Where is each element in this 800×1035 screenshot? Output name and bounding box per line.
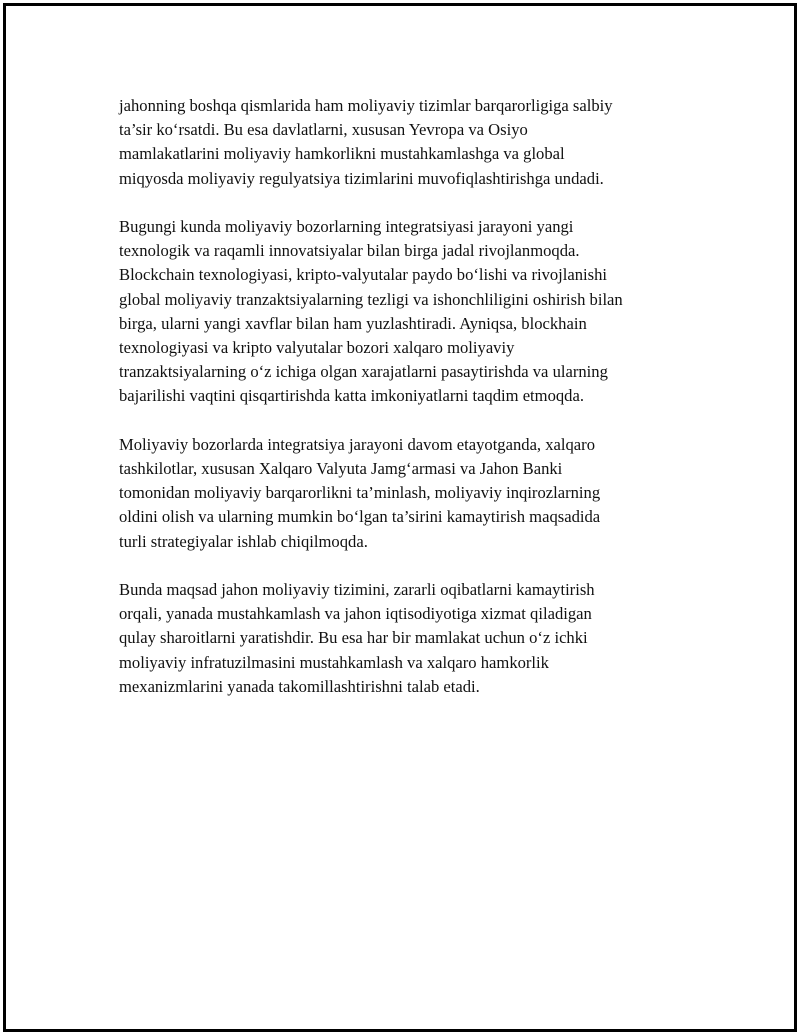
text-line: qulay sharoitlarni yaratishdir. Bu esa har bir mamlakat uchun o‘z ichki: [119, 628, 588, 648]
text-line: turli strategiyalar ishlab chiqilmoqda.: [119, 531, 368, 551]
document-body: [119, 94, 699, 723]
paragraph-4: [119, 578, 699, 699]
text-line: texnologik va raqamli innovatsiyalar bilan birga jadal rivojlanmoqda.: [119, 241, 580, 261]
text-line: mamlakatlarini moliyaviy hamkorlikni mustahkamlashga va global: [119, 144, 565, 164]
text-line: global moliyaviy tranzaktsiyalarning tezligi va ishonchliligini oshirish bilan: [119, 289, 623, 309]
text-line: birga, ularni yangi xavflar bilan ham yuzlashtiradi. Ayniqsa, blockhain: [119, 313, 587, 333]
paragraph-2: [119, 215, 699, 409]
text-line: ta’sir ko‘rsatdi. Bu esa davlatlarni, xususan Yevropa va Osiyo: [119, 120, 528, 140]
text-line: bajarilishi vaqtini qisqartirishda katta imkoniyatlarni taqdim etmoqda.: [119, 386, 584, 406]
text-line: Moliyaviy bozorlarda integratsiya jarayoni davom etayotganda, xalqaro: [119, 434, 595, 454]
text-line: oldini olish va ularning mumkin bo‘lgan ta’sirini kamaytirish maqsadida: [119, 507, 601, 527]
text-line: Bunda maqsad jahon moliyaviy tizimini, zararli oqibatlarni kamaytirish: [119, 580, 595, 600]
text-line: jahonning boshqa qismlarida ham moliyaviy tizimlar barqarorligiga salbiy: [119, 96, 613, 115]
paragraph-1: [119, 94, 699, 191]
text-line: texnologiyasi va kripto valyutalar bozori xalqaro moliyaviy: [119, 338, 515, 358]
paragraph-3: [119, 433, 699, 554]
text-line: miqyosda moliyaviy regulyatsiya tizimlarini muvofiqlashtirishga undadi.: [119, 168, 604, 188]
text-line: Bugungi kunda moliyaviy bozorlarning integratsiyasi jarayoni yangi: [119, 217, 574, 236]
document-page: [3, 3, 797, 1032]
text-line: Blockchain texnologiyasi, kripto-valyutalar paydo bo‘lishi va rivojlanishi: [119, 265, 608, 285]
text-line: moliyaviy infratuzilmasini mustahkamlash va xalqaro hamkorlik: [119, 652, 549, 672]
text-line: mexanizmlarini yanada takomillashtirishni talab etadi.: [119, 676, 480, 696]
text-line: tashkilotlar, xususan Xalqaro Valyuta Jamg‘armasi va Jahon Banki: [119, 459, 563, 479]
text-line: tranzaktsiyalarning o‘z ichiga olgan xarajatlarni pasaytirishda va ularning: [119, 362, 608, 382]
text-line: orqali, yanada mustahkamlash va jahon iqtisodiyotiga xizmat qiladigan: [119, 604, 592, 624]
text-line: tomonidan moliyaviy barqarorlikni ta’minlash, moliyaviy inqirozlarning: [119, 483, 601, 503]
